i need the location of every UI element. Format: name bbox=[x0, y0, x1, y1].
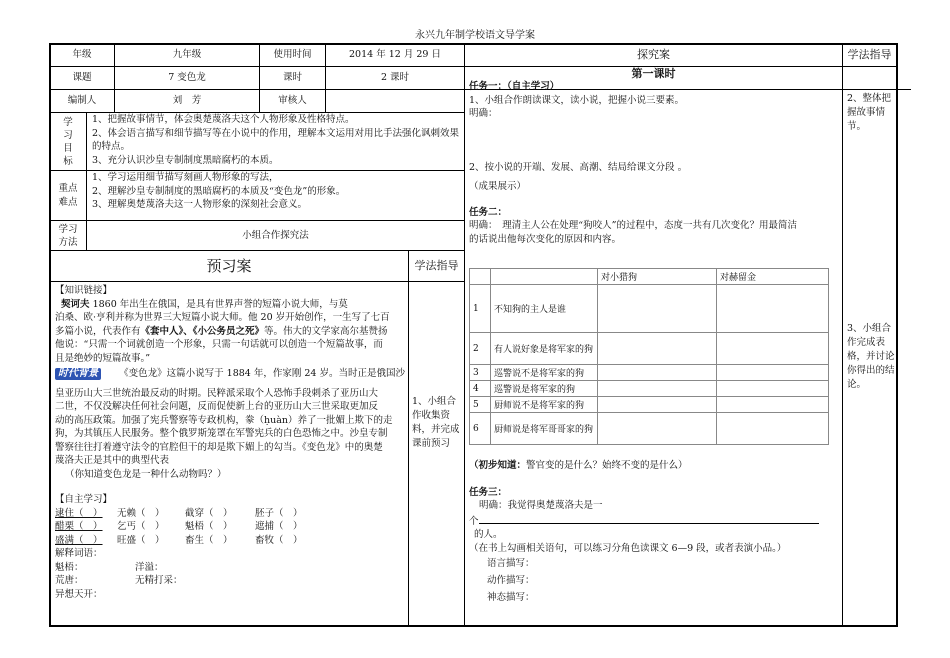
hours-value: 2 课时 bbox=[380, 72, 410, 84]
task2-text: 明确： 理清主人公在处理“狗咬人”的过程中，态度一共有几次变化？用最简洁 bbox=[469, 220, 797, 231]
vocab-item: 逮住（ ） bbox=[55, 507, 103, 519]
era-line-4: 动的高压政策。加强了宪兵警察等专政机构，豢（ḥuàn）养了一批媚上欺下的走 bbox=[55, 414, 393, 426]
init-know bbox=[469, 459, 841, 473]
table-cell[interactable] bbox=[598, 285, 717, 333]
explain-item: 无精打采： bbox=[135, 575, 183, 586]
table-cell[interactable] bbox=[717, 397, 829, 413]
method-value: 小组合作探究法 bbox=[242, 229, 309, 241]
reviewer-value bbox=[326, 90, 464, 112]
table-cell: 有人说好象是将军家的狗 bbox=[491, 333, 598, 365]
explore-side-note-1: 2、整体把握故事情节。 bbox=[847, 93, 892, 132]
explain-item: 洋溢： bbox=[135, 561, 164, 573]
task3-heading: 任务三： bbox=[469, 486, 508, 498]
task1-heading: 任务一：（自主学习） bbox=[469, 81, 560, 92]
table-row bbox=[470, 333, 829, 365]
table-cell[interactable] bbox=[717, 285, 829, 333]
table-header bbox=[470, 269, 491, 285]
table-header: 对小猎狗 bbox=[598, 269, 717, 285]
task1-show: （成果展示） bbox=[469, 181, 527, 192]
task3-line bbox=[469, 513, 841, 529]
divider-main bbox=[464, 43, 465, 627]
divider-preview-method bbox=[408, 250, 409, 627]
table-row bbox=[470, 413, 829, 445]
table-cell[interactable] bbox=[717, 333, 829, 365]
task2-heading: 任务二： bbox=[469, 206, 508, 218]
era-line-2: 皇亚历山大三世统治最反动的时期。民粹派采取个人恐怖手段刺杀了亚历山大 bbox=[55, 387, 379, 399]
table-cell: 1 bbox=[470, 285, 491, 333]
vocab-item: 乞丐（ ） bbox=[117, 521, 165, 532]
vocab-item: 无赖（ ） bbox=[117, 507, 165, 519]
explain-row bbox=[55, 561, 407, 575]
divider-right-method bbox=[842, 43, 843, 627]
question: （你知道变色龙是一种什么动物吗？） bbox=[65, 468, 227, 480]
table-cell: 3 bbox=[470, 365, 491, 381]
reviewer-label: 审核人 bbox=[278, 95, 307, 107]
keypoint-item: 1、学习运用细节描写刻画人物形象的写法， bbox=[92, 172, 279, 183]
vocab-row bbox=[55, 520, 407, 534]
keypoints-label: 重点 难点 bbox=[58, 182, 78, 208]
goals-list bbox=[92, 113, 462, 167]
chekhov-works: 《套中人》、《小公务员之死》 bbox=[140, 325, 265, 337]
era-line-1 bbox=[55, 367, 407, 381]
line bbox=[49, 281, 464, 282]
explain-row bbox=[55, 574, 407, 588]
chekhov-line-1 bbox=[55, 298, 407, 312]
attitude-table bbox=[469, 268, 829, 445]
table-cell: 5 bbox=[470, 397, 491, 413]
goal-item: 2、体会语言描写和细节描写等在小说中的作用，理解本文运用对用比手法强化讽刺效果的特点。 bbox=[92, 127, 460, 152]
vocab-item: 畜牧（ ） bbox=[255, 534, 303, 546]
vocab-row bbox=[55, 534, 407, 548]
keypoint-item: 3、理解奥楚蔑洛夫这一人物形象的深刻社会意义。 bbox=[92, 199, 308, 210]
vocab-item: 胚子（ ） bbox=[255, 507, 303, 519]
page-header: 永兴九年制学校语文导学案 bbox=[415, 30, 535, 41]
task3-line: 明确：我觉得奥楚蔑洛夫是一 bbox=[479, 500, 603, 511]
text: （初步知道： bbox=[469, 460, 527, 471]
explain-heading: 解释词语： bbox=[55, 548, 103, 559]
table-row bbox=[470, 365, 829, 381]
preview-method-header: 学法指导 bbox=[414, 259, 459, 273]
answer-blank[interactable] bbox=[479, 513, 819, 524]
spacer bbox=[469, 473, 841, 486]
preview-content bbox=[55, 284, 407, 601]
vocab-item: 盛满（ ） bbox=[55, 534, 103, 546]
explore-side-note-2: 3、小组合作完成表格，并讨论你得出的结论。 bbox=[847, 323, 895, 390]
era-line-5: 狗，为其镇压人民服务。整个俄罗斯笼罩在军警宪兵的白色恐怖之中。沙皇专制 bbox=[55, 428, 388, 439]
table-cell[interactable] bbox=[717, 365, 829, 381]
editor-value: 刘 芳 bbox=[172, 95, 202, 107]
table-cell[interactable] bbox=[598, 333, 717, 365]
chekhov-name: 契诃夫 bbox=[61, 298, 90, 310]
table-header-row bbox=[470, 269, 829, 285]
explain-item: 荒唐： bbox=[55, 575, 84, 586]
text: 《变色龙》这篇小说写于 1884 年，作家刚 24 岁。当时正是俄国沙 bbox=[119, 368, 405, 379]
vocab-row bbox=[55, 507, 407, 521]
lesson-title: 第一课时 bbox=[631, 67, 676, 80]
table-cell[interactable] bbox=[598, 397, 717, 413]
keypoints-list bbox=[92, 171, 462, 212]
era-tag: 时代背景 bbox=[55, 368, 101, 380]
spacer bbox=[55, 481, 407, 493]
task1-q2: 2、按小说的开端、发展、高潮、结局给课文分段 。 bbox=[469, 161, 688, 173]
table-row bbox=[470, 397, 829, 413]
preview-title: 预习案 bbox=[206, 256, 252, 275]
table-cell[interactable] bbox=[598, 365, 717, 381]
table-cell: 2 bbox=[470, 333, 491, 365]
explore-content-2 bbox=[469, 459, 841, 606]
text: 警官变的是什么？始终不变的是什么） bbox=[526, 460, 688, 471]
editor-label: 编制人 bbox=[67, 95, 97, 107]
table-cell: 6 bbox=[470, 413, 491, 445]
desc-item: 语言描写： bbox=[487, 558, 535, 569]
vocab-item: 醋栗（ ） bbox=[55, 521, 103, 532]
era-line-6: 警察往往打着遵守法令的官腔但干的却是欺下媚上的勾当。《变色龙》中的奥楚 bbox=[55, 441, 383, 453]
hours-label: 课时 bbox=[282, 72, 302, 84]
era-line-7: 蔑洛夫正是其中的典型代表 bbox=[55, 455, 170, 466]
vocab-item: 畜生（ ） bbox=[185, 534, 233, 546]
table-row bbox=[470, 381, 829, 397]
table-header: 对赫留金 bbox=[717, 269, 829, 285]
frame-right bbox=[896, 43, 898, 627]
time-value: 2014 年 12 月 29 日 bbox=[349, 49, 441, 61]
explore-title: 探究案 bbox=[637, 48, 670, 62]
table-cell: 厨师说是将军哥哥家的狗 bbox=[491, 413, 598, 445]
table-cell[interactable] bbox=[598, 381, 717, 397]
method-label: 学习 方法 bbox=[58, 223, 78, 248]
table-cell: 巡警说不是将军家的狗 bbox=[491, 365, 598, 381]
table-cell[interactable] bbox=[717, 413, 829, 445]
chekhov-line-2: 泊桑、欧·亨利并称为世界三大短篇小说大师。他 20 岁开始创作，一生写了七百 bbox=[55, 312, 390, 323]
table-cell: 不知狗的主人是谁 bbox=[491, 285, 598, 333]
explain-item: 异想天开： bbox=[55, 588, 103, 600]
chekhov-line-4: 他说：“只需一个词就创造一个形象，只需一句话就可以创造一个短篇故事，而 bbox=[55, 339, 383, 350]
preview-side-note: 1、小组合作收集资料，并完成课前预习 bbox=[412, 396, 460, 449]
goals-label: 学 习 目 标 bbox=[63, 116, 73, 167]
task3-line: 的人。 bbox=[474, 529, 503, 540]
spacer bbox=[469, 121, 841, 161]
explore-method-header: 学法指导 bbox=[847, 48, 892, 62]
vocab-item: 旺盛（ ） bbox=[117, 534, 165, 546]
table-cell: 4 bbox=[470, 381, 491, 397]
text: 1860 年出生在俄国，是具有世界声誉的短篇小说大师，与莫 bbox=[89, 298, 348, 310]
table-row bbox=[470, 285, 829, 333]
desc-item: 动作描写： bbox=[487, 575, 535, 586]
table-cell: 厨师说不是将军家的狗 bbox=[491, 397, 598, 413]
self-study-heading: 【自主学习】 bbox=[55, 494, 113, 505]
text: 多篇小说，代表作有 bbox=[55, 325, 141, 337]
vocab-item: 截穿（ ） bbox=[185, 507, 233, 519]
desc-item: 神态描写： bbox=[487, 592, 535, 603]
topic-label: 课题 bbox=[72, 72, 92, 84]
task1-answer: 明确： bbox=[469, 108, 498, 119]
text: 个 bbox=[469, 515, 479, 527]
table-cell: 巡警说是将军家的狗 bbox=[491, 381, 598, 397]
explain-row bbox=[55, 588, 407, 602]
grade-value: 九年级 bbox=[172, 49, 202, 61]
task3-hint: （在书上勾画相关语句，可以练习分角色读课文 6—9 段，或者表演小品。） bbox=[469, 542, 787, 554]
topic-value: 7 变色龙 bbox=[168, 72, 206, 84]
table-cell[interactable] bbox=[717, 381, 829, 397]
time-label: 使用时间 bbox=[273, 49, 312, 61]
grade-label: 年级 bbox=[72, 49, 92, 61]
knowledge-heading: 【知识链接】 bbox=[55, 285, 113, 296]
text: 等。伟大的文学家高尔基赞扬 bbox=[264, 325, 388, 337]
spacer bbox=[469, 194, 841, 206]
goal-item: 1、把握故事情节，体会奥楚蔑洛夫这个人物形象及性格特点。 bbox=[92, 114, 355, 125]
keypoint-item: 2、理解沙皇专制制度的黑暗腐朽的本质及“变色龙”的形象。 bbox=[92, 185, 346, 197]
goal-item: 3、充分认识沙皇专制制度黑暗腐朽的本质。 bbox=[92, 154, 279, 166]
frame-bottom bbox=[49, 625, 898, 627]
era-line-3: 二世，不仅没解决任何社会问题，反而促使新上台的亚历山大三世采取更加反 bbox=[55, 401, 379, 412]
table-header bbox=[491, 269, 598, 285]
chekhov-line-3 bbox=[55, 325, 407, 339]
task1-q1: 1、小组合作朗读课文，读小说，把握小说三要素。 bbox=[469, 94, 685, 106]
chekhov-line-5: 且是绝妙的短篇故事。” bbox=[55, 352, 151, 364]
explore-content bbox=[469, 80, 841, 246]
explain-item: 魁梧： bbox=[55, 561, 84, 573]
vocab-item: 遮捕（ ） bbox=[255, 521, 303, 532]
table-cell[interactable] bbox=[598, 413, 717, 445]
vocab-item: 魁梧（ ） bbox=[185, 521, 233, 532]
task2-text: 的话说出他每次变化的原因和内容。 bbox=[469, 233, 622, 245]
